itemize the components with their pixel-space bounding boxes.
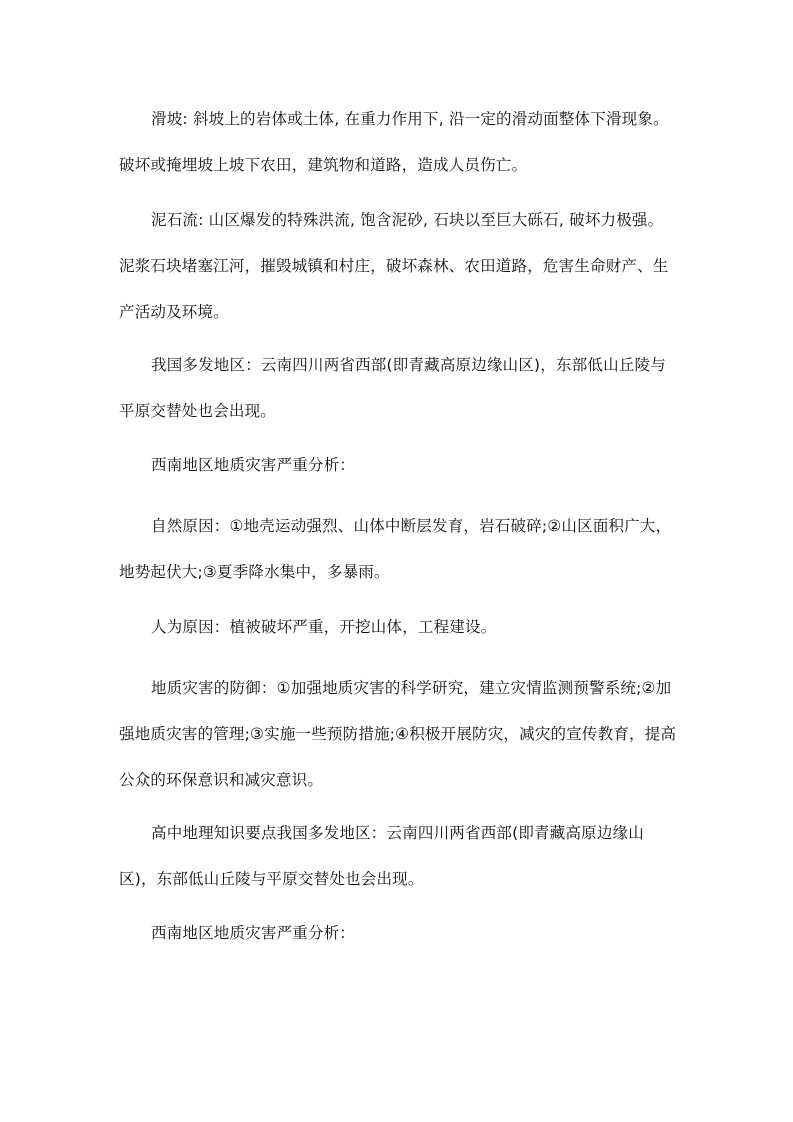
paragraph-landslide: 滑坡: 斜坡上的岩体或土体, 在重力作用下, 沿一定的滑动面整体下滑现象。破坏或掩埋坡上坡下农田，建筑物和道路，造成人员伤亡。 bbox=[119, 110, 669, 174]
paragraph-human-causes: 人为原因：植被破坏严重，开挖山体，工程建设。 bbox=[151, 618, 497, 636]
paragraph-natural-causes: 自然原因：①地壳运动强烈、山体中断层发育，岩石破碎;②山区面积广大，地势起伏大;③夏季降水集中，多暴雨。 bbox=[119, 517, 672, 581]
paragraph-southwest-analysis-heading-2: 西南地区地质灾害严重分析： bbox=[151, 924, 356, 942]
paragraph-frequent-areas: 我国多发地区：云南四川两省西部(即青藏高原边缘山区)，东部低山丘陵与平原交替处也会出现。 bbox=[119, 356, 666, 420]
paragraph-debris-flow: 泥石流: 山区爆发的特殊洪流, 饱含泥砂, 石块以至巨大砾石, 破坏力极强。泥浆石块堵塞江河，摧毁城镇和村庄，破坏森林、农田道路，危害生命财产、生产活动及环境。 bbox=[119, 211, 669, 321]
paragraph-key-points-frequent-areas: 高中地理知识要点我国多发地区：云南四川两省西部(即青藏高原边缘山区)，东部低山丘陵与平原交替处也会出现。 bbox=[119, 824, 644, 888]
paragraph-southwest-analysis-heading: 西南地区地质灾害严重分析： bbox=[151, 456, 356, 474]
paragraph-disaster-defense: 地质灾害的防御：①加强地质灾害的科学研究，建立灾情监测预警系统;②加强地质灾害的管理;③实施一些预防措施;④积极开展防灾，减灾的宣传教育，提高公众的环保意识和减灾意识。 bbox=[119, 679, 677, 789]
